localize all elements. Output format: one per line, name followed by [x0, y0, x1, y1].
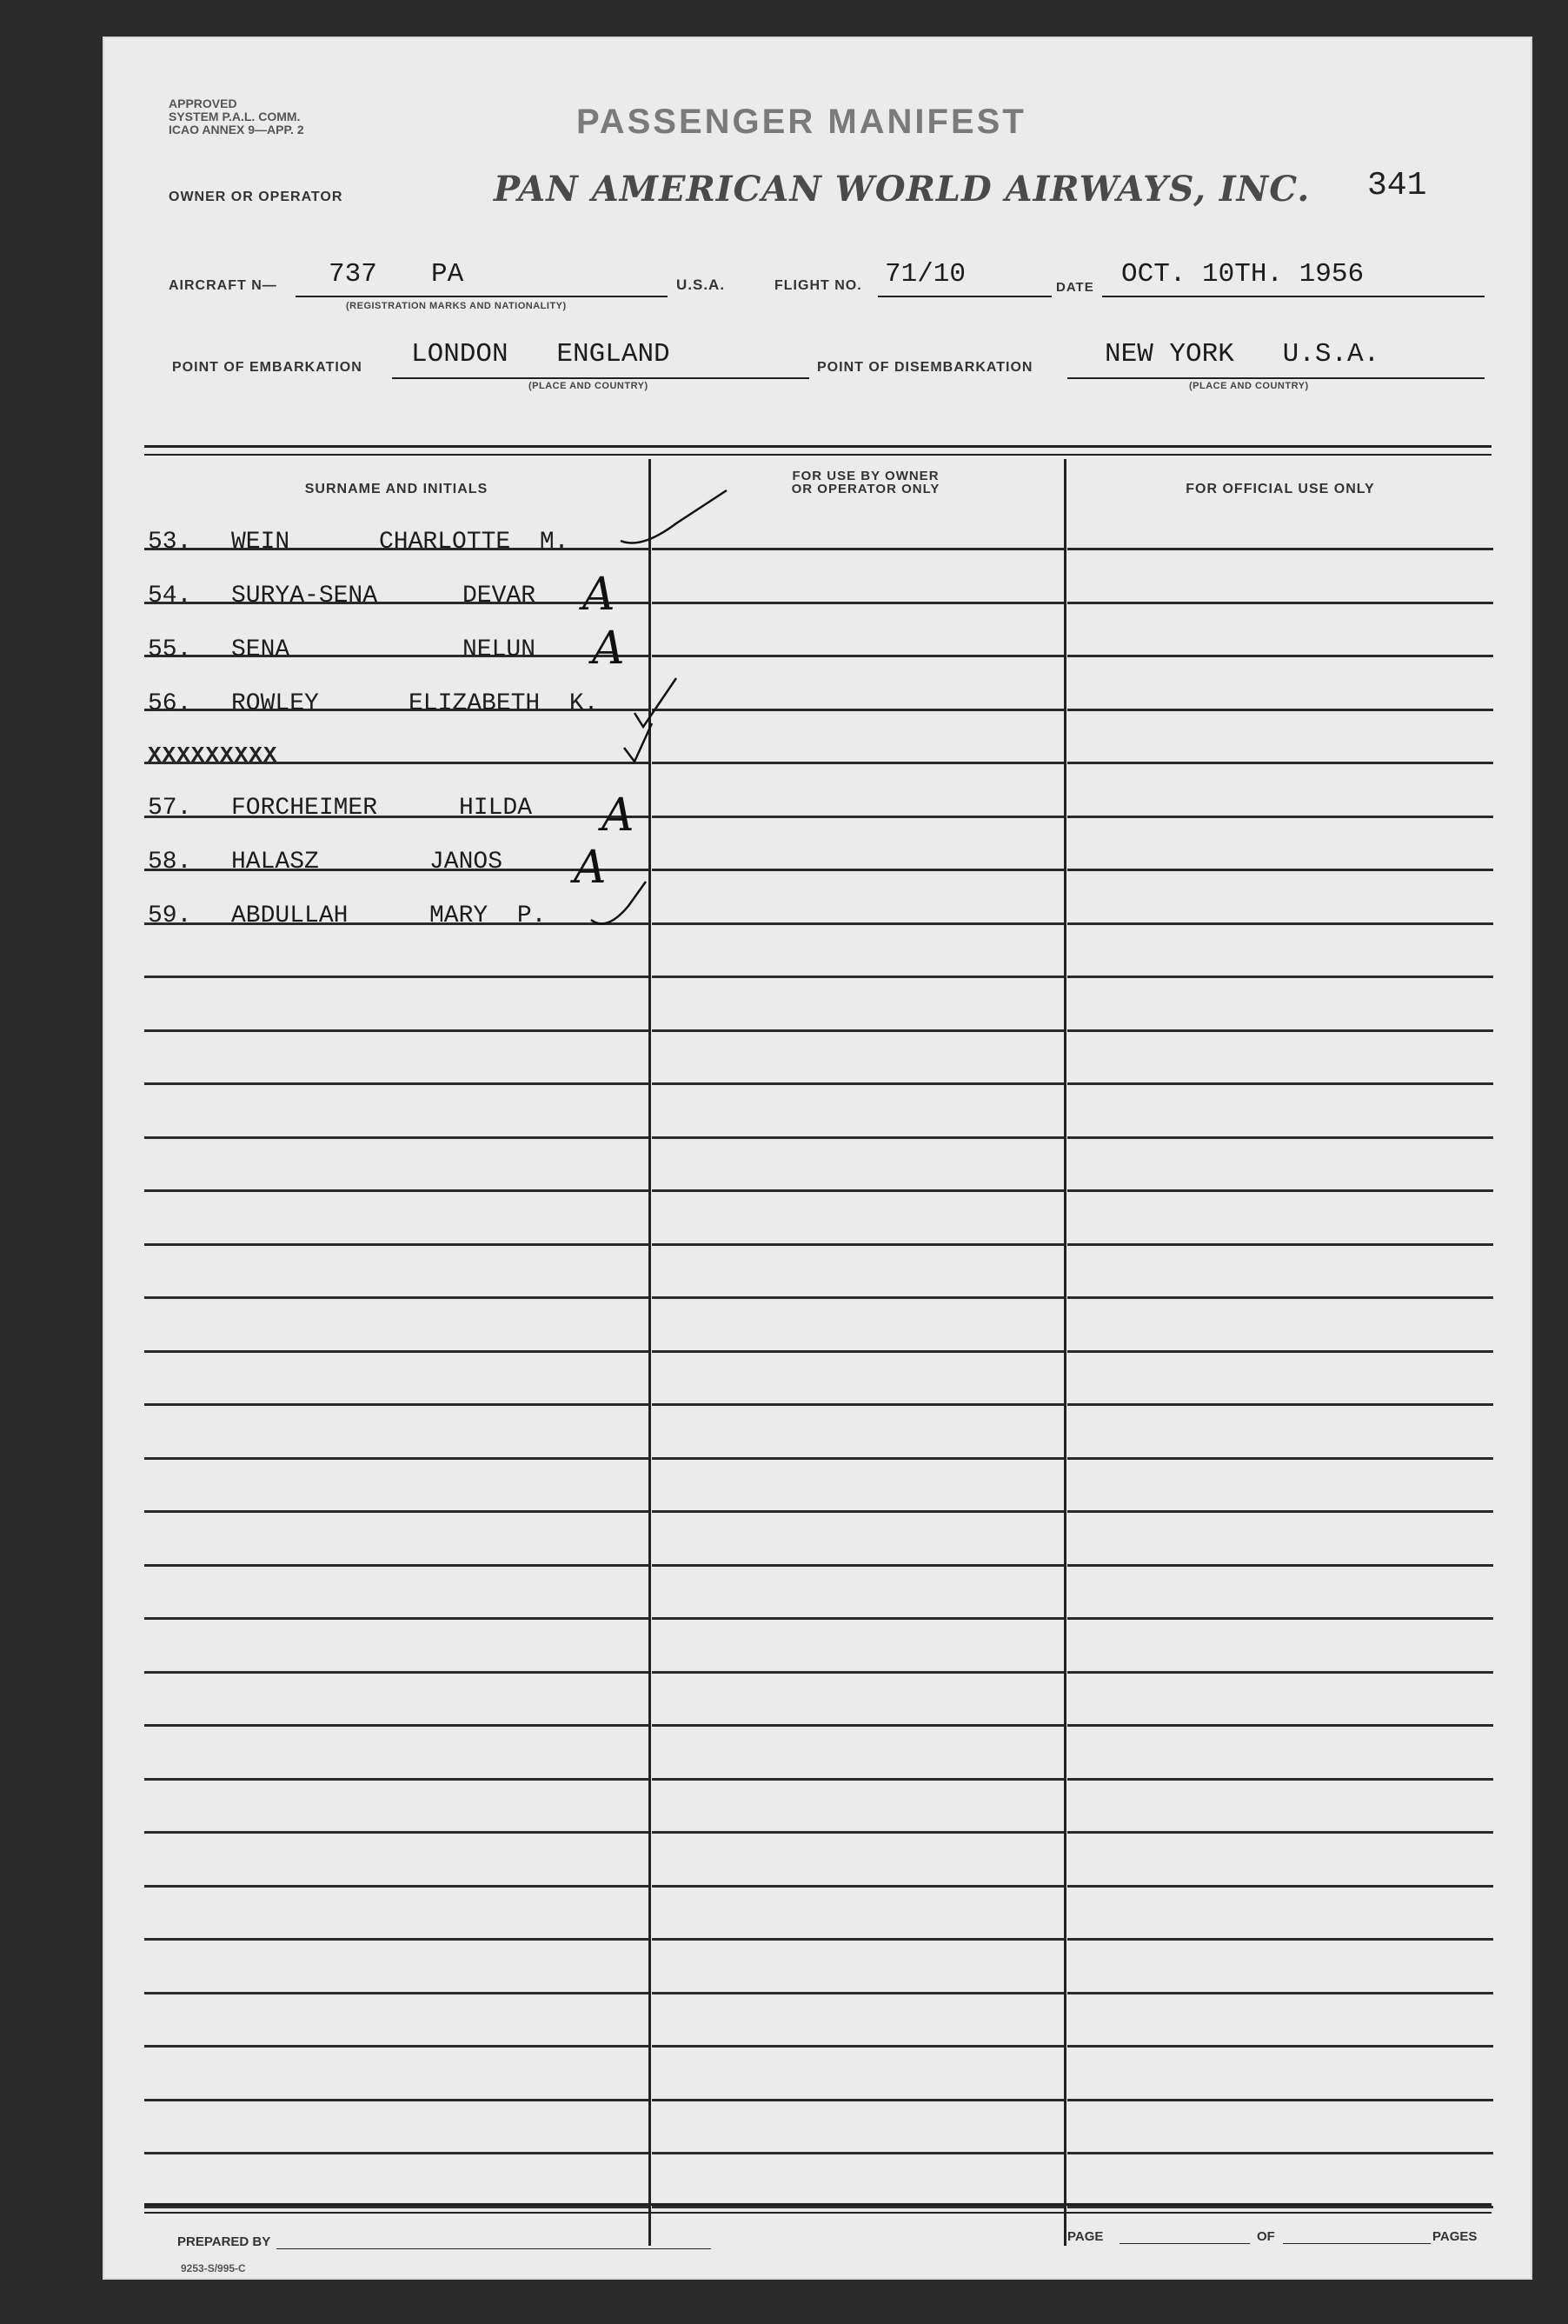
table-row-rule: [652, 1885, 1064, 1888]
approval-line-1: APPROVED: [169, 97, 237, 110]
table-row-rule: [1067, 1296, 1493, 1299]
passenger-given-name: HILDA: [459, 795, 533, 822]
table-row-rule: [1067, 2099, 1493, 2101]
table-row-rule: [144, 1564, 648, 1567]
registration-caption: (REGISTRATION MARKS AND NATIONALITY): [346, 301, 567, 311]
aircraft-underline: [296, 296, 668, 297]
table-row-rule: [652, 976, 1064, 978]
table-row-rule: [652, 2045, 1064, 2048]
table-row-rule: [1067, 1778, 1493, 1781]
passenger-given-name: ELIZABETH K.: [409, 690, 599, 717]
table-top-rule: [144, 445, 1492, 448]
manifest-page: [103, 37, 1532, 2280]
table-row-rule: [1067, 1082, 1493, 1085]
table-row-rule: [1067, 1510, 1493, 1513]
table-row-rule: [144, 602, 648, 604]
prepared-by-underline: [276, 2248, 711, 2249]
passenger-surname: SURYA-SENA: [231, 583, 378, 609]
passenger-number: 53.: [148, 529, 192, 556]
embarkation-value: LONDON ENGLAND: [411, 339, 670, 370]
date-underline: [1102, 296, 1485, 297]
table-row-rule: [144, 1189, 648, 1192]
table-row-rule: [1067, 1885, 1493, 1888]
table-row-rule: [144, 1029, 648, 1032]
handwritten-a-mark: A: [582, 569, 615, 621]
col-owner-use-header: [657, 469, 1074, 496]
table-row-rule: [1067, 1029, 1493, 1032]
table-row-rule: [652, 709, 1064, 711]
col-owner-use-line-1: FOR USE BY OWNER: [792, 469, 940, 483]
table-row-rule: [1067, 1992, 1493, 1994]
passenger-given-name: NELUN: [462, 636, 536, 663]
divider-1: [648, 459, 651, 2246]
table-row-rule: [1067, 1350, 1493, 1353]
passenger-number: 58.: [148, 849, 192, 876]
passenger-given-name: JANOS: [429, 849, 503, 876]
passenger-number: 59.: [148, 902, 192, 929]
table-row-rule: [144, 1243, 648, 1246]
table-row-rule: [144, 1671, 648, 1674]
table-row-rule: [652, 869, 1064, 871]
handwritten-a-mark: A: [592, 623, 625, 675]
flight-underline: [878, 296, 1052, 297]
table-row-rule: [1067, 816, 1493, 818]
aircraft-nationality: PA: [431, 259, 464, 290]
approval-stamp: [169, 97, 304, 137]
embarkation-label: POINT OF EMBARKATION: [172, 360, 362, 375]
table-row-rule: [144, 922, 648, 925]
passenger-surname: ABDULLAH: [231, 902, 349, 929]
usa-label: U.S.A.: [676, 276, 726, 293]
approval-line-3: ICAO ANNEX 9—APP. 2: [169, 123, 304, 137]
passenger-number: 55.: [148, 636, 192, 663]
form-code: 9253-S/995-C: [181, 2262, 246, 2274]
table-row-rule: [144, 1992, 648, 1994]
table-row-rule: [652, 1296, 1064, 1299]
date-label: DATE: [1056, 280, 1094, 295]
table-bottom-rule: [144, 2203, 1492, 2206]
table-row-rule: [144, 976, 648, 978]
table-row-rule: [144, 655, 648, 657]
passenger-number: 57.: [148, 795, 192, 822]
table-row-rule: [652, 1082, 1064, 1085]
passenger-number: 56.: [148, 690, 192, 717]
table-row-rule: [144, 1296, 648, 1299]
owner-label: OWNER OR OPERATOR: [169, 190, 343, 204]
table-row-rule: [1067, 869, 1493, 871]
passenger-given-name: DEVAR: [462, 583, 536, 609]
of-label: OF: [1257, 2229, 1275, 2244]
table-row-rule: [1067, 1243, 1493, 1246]
divider-2: [1064, 459, 1066, 2246]
table-row-rule: [1067, 1457, 1493, 1460]
passenger-surname: WEIN: [231, 529, 290, 556]
table-row-rule: [652, 816, 1064, 818]
table-row-rule: [1067, 1831, 1493, 1834]
table-row-rule: [652, 2206, 1064, 2208]
struck-out-entry: XXXXXXXXX: [148, 742, 278, 769]
passenger-given-name: MARY P.: [429, 902, 547, 929]
flight-label: FLIGHT NO.: [774, 278, 862, 293]
table-row-rule: [144, 1082, 648, 1085]
table-row-rule: [144, 1403, 648, 1406]
col-official-header: FOR OFFICIAL USE ONLY: [1186, 482, 1375, 496]
date-value: OCT. 10TH. 1956: [1121, 259, 1365, 290]
table-row-rule: [144, 1885, 648, 1888]
table-row-rule: [652, 1243, 1064, 1246]
disembarkation-underline: [1067, 377, 1485, 379]
table-row-rule: [1067, 2152, 1493, 2154]
table-row-rule: [652, 602, 1064, 604]
passenger-surname: ROWLEY: [231, 690, 319, 717]
check-mark-icon: [621, 490, 727, 543]
table-row-rule: [652, 1029, 1064, 1032]
table-row-rule: [1067, 1724, 1493, 1727]
handwritten-a-mark: A: [574, 842, 607, 894]
passenger-surname: HALASZ: [231, 849, 319, 876]
table-row-rule: [652, 1778, 1064, 1781]
table-row-rule: [652, 1136, 1064, 1139]
table-row-rule: [652, 1671, 1064, 1674]
page-underline: [1120, 2243, 1250, 2244]
table-row-rule: [1067, 1671, 1493, 1674]
table-row-rule: [144, 2152, 648, 2154]
disembarkation-value: NEW YORK U.S.A.: [1105, 339, 1380, 370]
table-row-rule: [652, 1992, 1064, 1994]
disembarkation-label: POINT OF DISEMBARKATION: [817, 360, 1033, 375]
page-label: PAGE: [1067, 2229, 1104, 2244]
passenger-given-name: CHARLOTTE M.: [379, 529, 569, 556]
pages-label: PAGES: [1432, 2229, 1478, 2244]
table-row-rule: [144, 869, 648, 871]
table-row-rule: [1067, 762, 1493, 764]
table-row-rule: [1067, 548, 1493, 550]
table-row-rule: [1067, 602, 1493, 604]
disembarkation-caption: (PLACE AND COUNTRY): [1189, 381, 1309, 391]
table-row-rule: [652, 1564, 1064, 1567]
table-bottom-rule-2: [144, 2212, 1492, 2214]
table-row-rule: [144, 1510, 648, 1513]
table-row-rule: [652, 762, 1064, 764]
table-top-rule-2: [144, 454, 1492, 456]
table-row-rule: [1067, 976, 1493, 978]
table-row-rule: [144, 1617, 648, 1620]
passenger-surname: FORCHEIMER: [231, 795, 378, 822]
table-row-rule: [652, 922, 1064, 925]
page-number: 341: [1367, 167, 1427, 204]
table-row-rule: [652, 1510, 1064, 1513]
of-underline: [1283, 2243, 1431, 2244]
form-title: PASSENGER MANIFEST: [576, 103, 1027, 141]
table-row-rule: [652, 1938, 1064, 1941]
table-row-rule: [1067, 1189, 1493, 1192]
table-row-rule: [1067, 2045, 1493, 2048]
table-row-rule: [652, 1457, 1064, 1460]
table-row-rule: [144, 1457, 648, 1460]
table-row-rule: [652, 1189, 1064, 1192]
table-row-rule: [144, 1350, 648, 1353]
col-surname-header: SURNAME AND INITIALS: [304, 482, 488, 496]
table-row-rule: [1067, 922, 1493, 925]
table-row-rule: [144, 1724, 648, 1727]
passenger-surname: SENA: [231, 636, 290, 663]
handwritten-a-mark: A: [601, 789, 635, 842]
table-row-rule: [652, 1831, 1064, 1834]
flight-number: 71/10: [885, 259, 967, 290]
table-row-rule: [144, 2045, 648, 2048]
prepared-by-label: PREPARED BY: [177, 2234, 271, 2249]
table-row-rule: [144, 1136, 648, 1139]
approval-line-2: SYSTEM P.A.L. COMM.: [169, 110, 301, 123]
check-mark-icon: [635, 678, 676, 727]
table-row-rule: [652, 1617, 1064, 1620]
table-row-rule: [1067, 1938, 1493, 1941]
embarkation-caption: (PLACE AND COUNTRY): [528, 381, 648, 391]
table-row-rule: [652, 2099, 1064, 2101]
table-row-rule: [652, 655, 1064, 657]
table-row-rule: [144, 1938, 648, 1941]
aircraft-label: AIRCRAFT N—: [169, 278, 277, 293]
table-row-rule: [144, 2099, 648, 2101]
table-row-rule: [1067, 1564, 1493, 1567]
table-row-rule: [1067, 655, 1493, 657]
table-row-rule: [652, 1403, 1064, 1406]
table-row-rule: [652, 1350, 1064, 1353]
table-row-rule: [144, 2206, 648, 2208]
embarkation-underline: [392, 377, 809, 379]
table-row-rule: [1067, 1617, 1493, 1620]
table-row-rule: [1067, 1136, 1493, 1139]
table-row-rule: [652, 1724, 1064, 1727]
table-row-rule: [1067, 2206, 1493, 2208]
table-row-rule: [144, 1778, 648, 1781]
table-row-rule: [1067, 1403, 1493, 1406]
table-row-rule: [1067, 709, 1493, 711]
passenger-number: 54.: [148, 583, 192, 609]
table-row-rule: [652, 548, 1064, 550]
col-owner-use-line-2: OR OPERATOR ONLY: [791, 482, 940, 496]
table-row-rule: [144, 816, 648, 818]
table-row-rule: [144, 1831, 648, 1834]
aircraft-reg: 737: [329, 259, 377, 290]
operator-name: PAN AMERICAN WORLD AIRWAYS, INC.: [494, 169, 1311, 210]
table-row-rule: [652, 2152, 1064, 2154]
